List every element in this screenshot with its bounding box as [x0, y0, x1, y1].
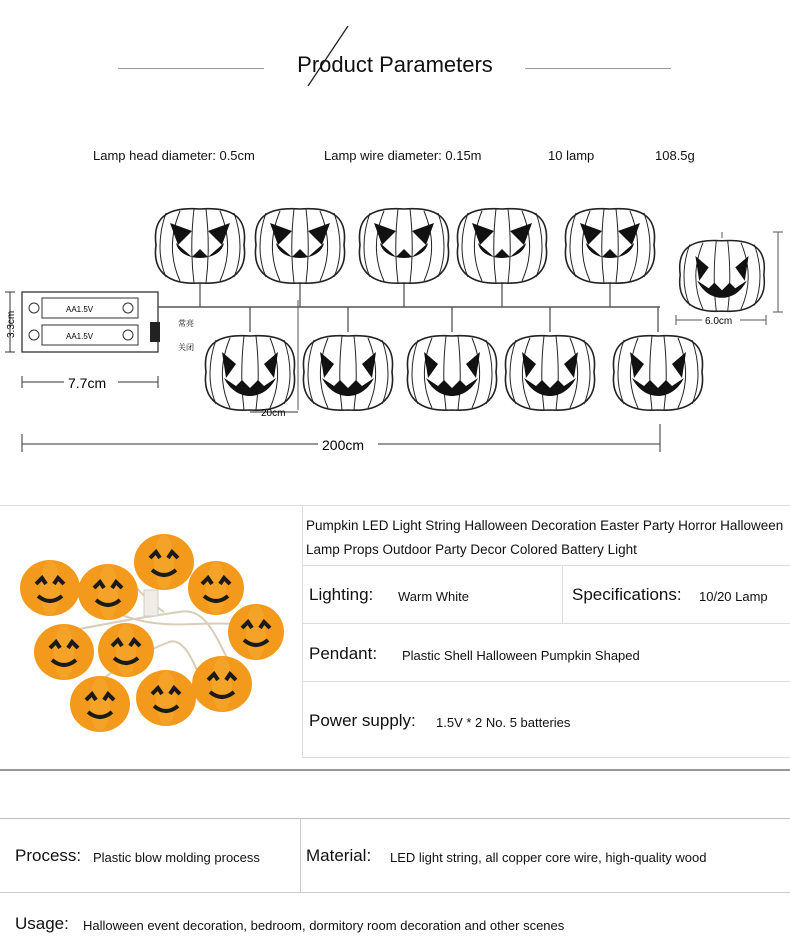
process-value: Plastic blow molding process	[93, 850, 260, 865]
section-divider	[0, 505, 790, 506]
bottom-divider-top	[0, 769, 790, 771]
process-label: Process:	[15, 846, 82, 865]
page-title: Product Parameters	[297, 52, 493, 77]
bottom-divider-2	[0, 892, 790, 893]
bottom-divider-1	[0, 818, 790, 819]
power-label: Power supply:	[309, 711, 416, 730]
lamp-count-spec: 10 lamp	[548, 148, 595, 163]
weight-spec: 108.5g	[655, 148, 695, 163]
grid-hline-1	[302, 565, 790, 566]
dimension-diagram	[0, 195, 790, 470]
lighting-label: Lighting:	[309, 585, 374, 604]
material-label: Material:	[306, 846, 372, 865]
dim-box-width-label: 7.7cm	[68, 375, 107, 391]
grid-hline-2	[302, 623, 790, 624]
usage-value: Halloween event decoration, bedroom, dormitory room decoration and other scenes	[83, 918, 565, 933]
material-value: LED light string, all copper core wire, high-quality wood	[390, 850, 707, 865]
battery-label-2: AA1.5V	[66, 332, 94, 341]
usage-label: Usage:	[15, 914, 69, 933]
switch-on-label: 常亮	[178, 319, 194, 328]
battery-label-1: AA1.5V	[66, 305, 94, 314]
pendant-label: Pendant:	[309, 644, 378, 663]
spec-value: 10/20 Lamp	[699, 589, 768, 604]
lamp-wire-spec: Lamp wire diameter: 0.15m	[324, 148, 482, 163]
spec-label: Specifications:	[572, 585, 682, 604]
power-value: 1.5V * 2 No. 5 batteries	[436, 715, 571, 730]
dim-lamp-label: 6.0cm	[705, 316, 733, 327]
dim-total-label: 200cm	[322, 437, 365, 453]
product-description: Pumpkin LED Light String Halloween Decoration Easter Party Horror Halloween Lamp Props Outdoor Party Decor Colored Battery Light	[306, 518, 784, 557]
product-photo	[4, 512, 300, 756]
lighting-value: Warm White	[398, 589, 470, 604]
grid-hline-3	[302, 681, 790, 682]
bottom-vline	[300, 818, 301, 892]
grid-vline-left	[302, 505, 303, 757]
dim-spacing-label: 20cm	[261, 408, 286, 419]
grid-vline-mid	[562, 565, 563, 623]
grid-hline-4	[302, 757, 790, 758]
lamp-head-spec: Lamp head diameter: 0.5cm	[93, 148, 255, 163]
switch-off-label: 关闭	[178, 343, 194, 352]
dim-height-label: 3.3cm	[6, 310, 17, 338]
pumpkin-photo-group	[20, 534, 284, 732]
pendant-value: Plastic Shell Halloween Pumpkin Shaped	[402, 648, 640, 663]
